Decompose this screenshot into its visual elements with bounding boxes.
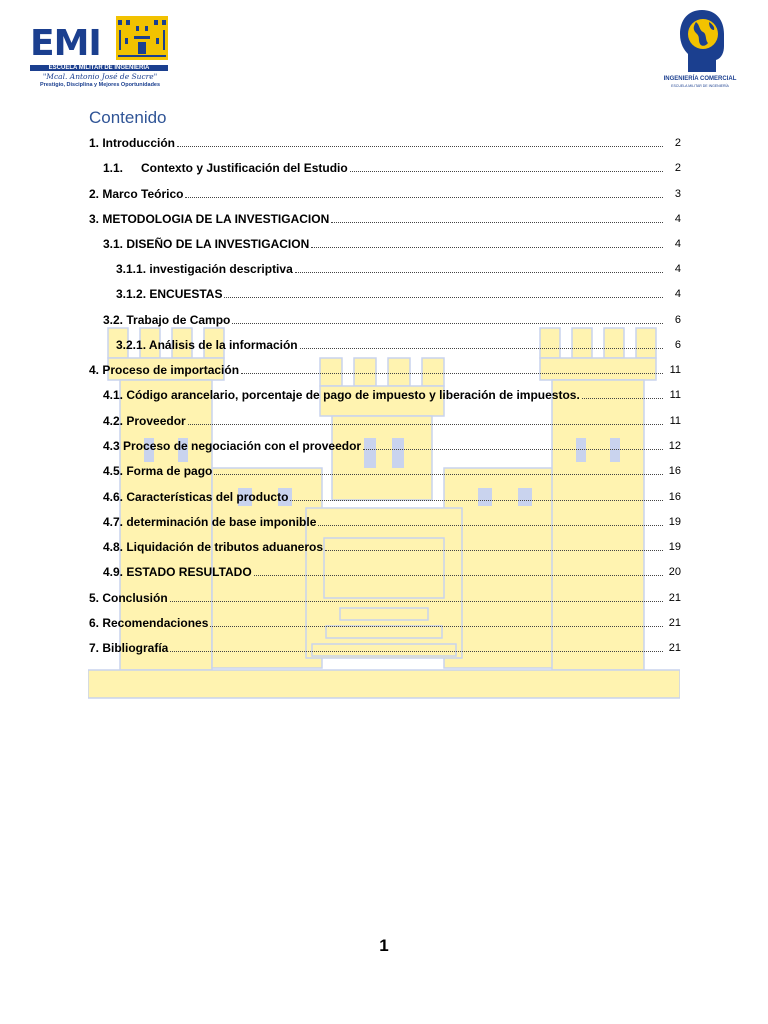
toc-entry-title: 3. METODOLOGIA DE LA INVESTIGACION [89, 212, 330, 226]
toc-entry[interactable] [116, 256, 681, 276]
toc-entry-title: 1. Introducción [89, 136, 176, 150]
toc-entry-page: 4 [674, 213, 681, 225]
toc-entry-page: 11 [669, 389, 681, 401]
toc-leader-dots [325, 550, 663, 551]
toc-entry[interactable] [103, 458, 681, 478]
ic-subtitle: ESCUELA MILITAR DE INGENIERÍA [671, 84, 729, 88]
toc-entry-page: 16 [668, 465, 681, 477]
toc-entry[interactable] [103, 484, 681, 504]
toc-entry[interactable] [116, 332, 681, 352]
toc-leader-dots [582, 398, 663, 399]
toc-leader-dots [170, 601, 663, 602]
toc-entry[interactable] [89, 181, 681, 201]
page-number: 1 [379, 936, 389, 955]
toc-entry[interactable] [89, 130, 681, 150]
toc-entry-page: 21 [668, 617, 681, 629]
emi-marshal-name: "Mcal. Antonio José de Sucre" [42, 72, 158, 81]
toc-entry-page: 19 [668, 516, 681, 528]
toc-entry-number: 1.1. [103, 161, 124, 175]
emi-acronym: EMI [30, 23, 101, 64]
toc-entry[interactable] [89, 610, 681, 630]
toc-entry-page: 2 [674, 162, 681, 174]
toc-entry[interactable] [89, 585, 681, 605]
toc-entry-page: 4 [674, 238, 681, 250]
toc-entry-page: 11 [669, 364, 681, 376]
toc-entry[interactable] [103, 509, 681, 529]
toc-entry-title: 4.1. Código arancelario, porcentaje de pago de impuesto y liberación de impuestos. [103, 388, 580, 402]
toc-leader-dots [224, 297, 663, 298]
toc-entry-title: 3.1.2. ENCUESTAS [116, 287, 223, 301]
toc-leader-dots [177, 146, 663, 147]
toc-entry[interactable] [103, 534, 681, 554]
toc-leader-dots [363, 449, 663, 450]
toc-entry[interactable] [103, 382, 681, 402]
toc-entry-title: 5. Conclusión [89, 591, 168, 605]
ic-title: INGENIERÍA COMERCIAL [663, 76, 737, 82]
toc-entry-page: 11 [669, 415, 681, 427]
toc-leader-dots [295, 272, 663, 273]
toc-leader-dots [232, 323, 663, 324]
toc-entry[interactable] [116, 281, 681, 301]
toc-entry[interactable] [103, 433, 681, 453]
toc-entry-title: 4.2. Proveedor [103, 414, 186, 428]
toc-leader-dots [214, 474, 663, 475]
toc-leader-dots [241, 373, 663, 374]
toc-entry-title: 4. Proceso de importación [89, 363, 240, 377]
toc-leader-dots [311, 247, 663, 248]
toc-entry-page: 20 [668, 566, 681, 578]
emi-motto: Prestigio, Disciplina y Mejores Oportunidades [39, 82, 161, 88]
toc-entry-title: 4.6. Características del producto [103, 490, 289, 504]
toc-entry-title: 4.7. determinación de base imponible [103, 515, 317, 529]
toc-entry[interactable] [103, 155, 681, 175]
toc-leader-dots [185, 197, 663, 198]
toc-leader-dots [318, 525, 663, 526]
toc-heading: Contenido [89, 108, 167, 127]
toc-entry-title: 3.2.1. Análisis de la información [116, 338, 298, 352]
toc-entry[interactable] [89, 206, 681, 226]
toc-leader-dots [300, 348, 663, 349]
toc-entry[interactable] [89, 635, 681, 655]
toc-entry-title: 4.5. Forma de pago [103, 464, 213, 478]
toc-entry[interactable] [89, 357, 681, 377]
toc-leader-dots [254, 575, 663, 576]
toc-entry-title: 7. Bibliografía [89, 641, 169, 655]
toc-entry-title: 6. Recomendaciones [89, 616, 209, 630]
toc-entry-page: 4 [674, 263, 681, 275]
ingenieria-comercial-logo [660, 8, 740, 94]
toc-entry[interactable] [103, 307, 681, 327]
castle-icon [116, 16, 168, 60]
toc-entry-title: Contexto y Justificación del Estudio [141, 161, 348, 175]
toc-entry[interactable] [103, 231, 681, 251]
toc-entry-page: 6 [674, 314, 681, 326]
toc-leader-dots [331, 222, 663, 223]
toc-entry-page: 4 [674, 288, 681, 300]
toc-entry-page: 21 [668, 592, 681, 604]
toc-entry-title: 2. Marco Teórico [89, 187, 184, 201]
toc-entry-page: 3 [674, 188, 681, 200]
toc-entry[interactable] [103, 408, 681, 428]
toc-entry-page: 12 [668, 440, 681, 452]
toc-entry-title: 3.2. Trabajo de Campo [103, 313, 231, 327]
toc-leader-dots [188, 424, 663, 425]
toc-entry-page: 6 [674, 339, 681, 351]
toc-entry-title: 4.8. Liquidación de tributos aduaneros [103, 540, 324, 554]
toc-entry-title: 4.9. ESTADO RESULTADO [103, 565, 252, 579]
toc-entry[interactable] [103, 559, 681, 579]
emi-logo [30, 16, 175, 88]
globe-head-icon [678, 8, 726, 74]
emi-school-name: ESCUELA MILITAR DE INGENIERÍA [30, 65, 168, 71]
toc-leader-dots [210, 626, 663, 627]
toc-entry-title: 3.1.1. investigación descriptiva [116, 262, 293, 276]
toc-leader-dots [290, 500, 663, 501]
toc-entry-page: 16 [668, 491, 681, 503]
toc-entry-title: 4.3 Proceso de negociación con el proveedor [103, 439, 362, 453]
toc-entry-page: 2 [674, 137, 681, 149]
toc-leader-dots [170, 651, 663, 652]
toc-leader-dots [350, 171, 663, 172]
toc-entry-page: 21 [668, 642, 681, 654]
toc-entry-title: 3.1. DISEÑO DE LA INVESTIGACION [103, 237, 310, 251]
toc-entry-page: 19 [668, 541, 681, 553]
